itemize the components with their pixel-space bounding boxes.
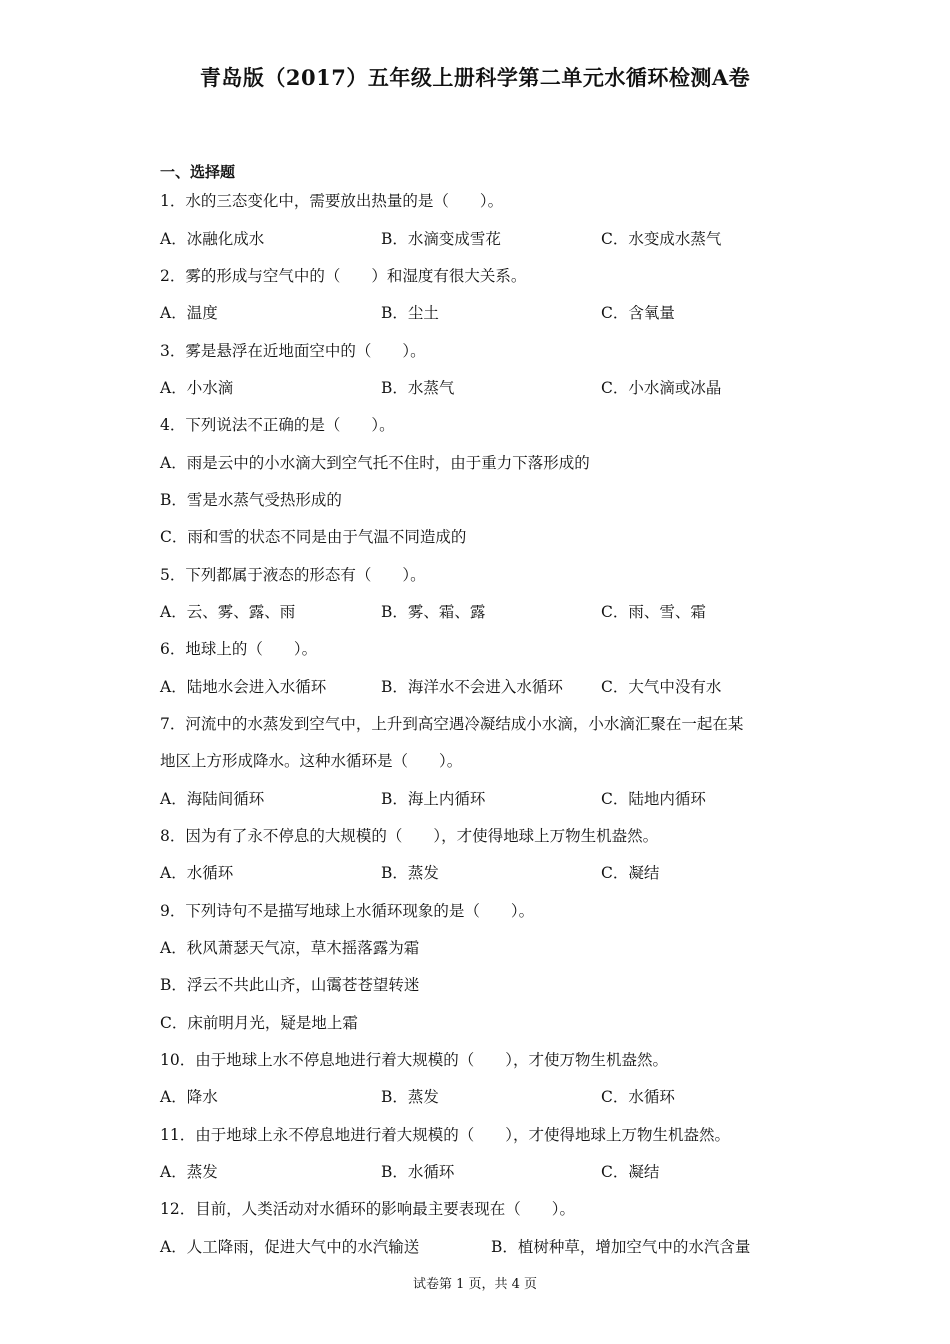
question-5-stem: 5．下列都属于液态的形态有（ ）。 <box>160 566 426 584</box>
question-5-option-b: B．雾、霜、露 <box>381 603 486 621</box>
question-2-option-a: A．温度 <box>160 304 218 322</box>
question-7-stem-line-2: 地区上方形成降水。这种水循环是（ ）。 <box>160 752 463 770</box>
question-8-option-b: B．蒸发 <box>381 864 439 882</box>
question-5-option-c: C．雨、雪、霜 <box>601 603 706 621</box>
question-2-option-b: B．尘土 <box>381 304 439 322</box>
question-8-option-c: C．凝结 <box>601 864 660 882</box>
question-9-option-a: A．秋风萧瑟天气凉，草木摇落露为霜 <box>160 939 420 957</box>
question-6-option-b: B．海洋水不会进入水循环 <box>381 678 563 696</box>
question-11-option-c: C．凝结 <box>601 1163 660 1181</box>
question-12-option-a: A．人工降雨，促进大气中的水汽输送 <box>160 1238 420 1256</box>
question-5-option-a: A．云、雾、露、雨 <box>160 603 296 621</box>
question-7-option-c: C．陆地内循环 <box>601 790 706 808</box>
question-1-option-c: C．水变成水蒸气 <box>601 230 722 248</box>
question-1-stem: 1．水的三态变化中，需要放出热量的是（ ）。 <box>160 192 504 210</box>
question-8-stem: 8．因为有了永不停息的大规模的（ ），才使得地球上万物生机盎然。 <box>160 827 659 845</box>
page-footer: 试卷第 1 页，共 4 页 <box>412 1277 538 1292</box>
question-4-option-b: B．雪是水蒸气受热形成的 <box>160 491 342 509</box>
question-7-option-b: B．海上内循环 <box>381 790 486 808</box>
question-6-option-c: C．大气中没有水 <box>601 678 722 696</box>
question-2-stem: 2．雾的形成与空气中的（ ）和湿度有很大关系。 <box>160 267 527 285</box>
section-heading: 一、选择题 <box>160 163 236 181</box>
question-10-option-c: C．水循环 <box>601 1088 675 1106</box>
question-11-option-a: A．蒸发 <box>160 1163 218 1181</box>
question-4-option-a: A．雨是云中的小水滴大到空气托不住时，由于重力下落形成的 <box>160 454 590 472</box>
question-11-stem: 11．由于地球上永不停息地进行着大规模的（ ），才使得地球上万物生机盎然。 <box>160 1126 730 1144</box>
question-1-option-b: B．水滴变成雪花 <box>381 230 501 248</box>
question-3-option-b: B．水蒸气 <box>381 379 455 397</box>
question-9-option-c: C．床前明月光，疑是地上霜 <box>160 1014 358 1032</box>
question-10-option-b: B．蒸发 <box>381 1088 439 1106</box>
question-2-option-c: C．含氧量 <box>601 304 675 322</box>
question-3-option-c: C．小水滴或冰晶 <box>601 379 722 397</box>
question-4-stem: 4．下列说法不正确的是（ ）。 <box>160 416 395 434</box>
question-10-stem: 10．由于地球上水不停息地进行着大规模的（ ），才使万物生机盎然。 <box>160 1051 668 1069</box>
question-7-option-a: A．海陆间循环 <box>160 790 265 808</box>
question-9-stem: 9．下列诗句不是描写地球上水循环现象的是（ ）。 <box>160 902 535 920</box>
question-10-option-a: A．降水 <box>160 1088 218 1106</box>
question-7-stem-line-1: 7．河流中的水蒸发到空气中，上升到高空遇冷凝结成小水滴，小水滴汇聚在一起在某 <box>160 715 744 733</box>
question-12-stem: 12．目前，人类活动对水循环的影响最主要表现在（ ）。 <box>160 1200 575 1218</box>
question-6-stem: 6．地球上的（ ）。 <box>160 640 318 658</box>
question-8-option-a: A．水循环 <box>160 864 234 882</box>
question-9-option-b: B．浮云不共此山齐，山霭苍苍望转迷 <box>160 976 420 994</box>
question-11-option-b: B．水循环 <box>381 1163 455 1181</box>
question-12-option-b: B．植树种草，增加空气中的水汽含量 <box>491 1238 751 1256</box>
question-6-option-a: A．陆地水会进入水循环 <box>160 678 327 696</box>
question-1-option-a: A．冰融化成水 <box>160 230 265 248</box>
question-3-option-a: A．小水滴 <box>160 379 234 397</box>
question-4-option-c: C．雨和雪的状态不同是由于气温不同造成的 <box>160 528 467 546</box>
page-title: 青岛版（2017）五年级上册科学第二单元水循环检测A卷 <box>199 65 751 90</box>
question-3-stem: 3．雾是悬浮在近地面空中的（ ）。 <box>160 342 426 360</box>
